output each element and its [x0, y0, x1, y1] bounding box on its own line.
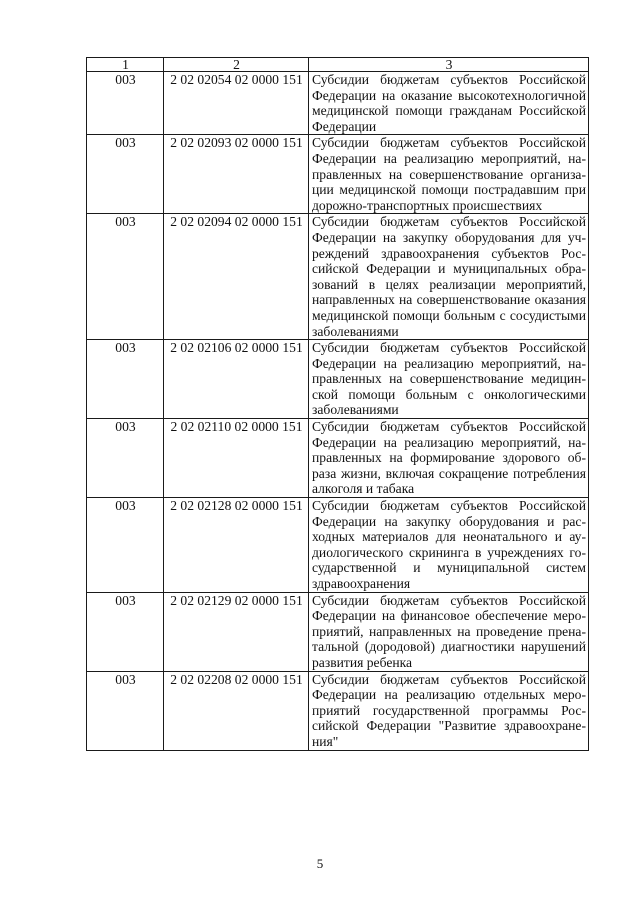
budget-code-cell: 2 02 02129 02 0000 151 — [164, 592, 309, 671]
admin-code-cell: 003 — [87, 671, 164, 750]
budget-code-cell: 2 02 02106 02 0000 151 — [164, 340, 309, 419]
budget-code-cell: 2 02 02054 02 0000 151 — [164, 72, 309, 135]
description-cell: Субсидии бюджетам субъектов Российской Федерации на закупку оборудования для учреждений здравоохранения субъектов Российской Федерации и муниципальных образований в целях реализации мероприятий, направленных на совершенствование оказания медицинской помощи больным с сосудистыми заболеваниями — [309, 214, 589, 340]
header-row — [87, 58, 589, 72]
budget-code-cell: 2 02 02093 02 0000 151 — [164, 135, 309, 214]
admin-code-cell: 003 — [87, 498, 164, 593]
admin-code-cell: 003 — [87, 135, 164, 214]
header-col-3: 3 — [309, 58, 589, 72]
admin-code-cell: 003 — [87, 72, 164, 135]
description-cell: Субсидии бюджетам субъектов Российской Федерации на реализацию мероприятий, направленных на совершенствование медицинской помощи больным с онкологическими заболеваниями — [309, 340, 589, 419]
table-body — [87, 72, 589, 751]
table-row — [87, 135, 589, 214]
table-row — [87, 214, 589, 340]
header-col-1: 1 — [87, 58, 164, 72]
admin-code-cell: 003 — [87, 214, 164, 340]
budget-code-cell: 2 02 02128 02 0000 151 — [164, 498, 309, 593]
table-header — [87, 58, 589, 72]
description-cell: Субсидии бюджетам субъектов Российской Федерации на реализацию мероприятий, направленных на совершенствование организации медицинской помощи пострадавшим при дорожно-транспортных происшествиях — [309, 135, 589, 214]
budget-code-cell: 2 02 02208 02 0000 151 — [164, 671, 309, 750]
header-col-2: 2 — [164, 58, 309, 72]
admin-code-cell: 003 — [87, 419, 164, 498]
admin-code-cell: 003 — [87, 592, 164, 671]
description-cell: Субсидии бюджетам субъектов Российской Федерации на оказание высокотехнологичной медицинской помощи гражданам Российской Федерации — [309, 72, 589, 135]
description-cell: Субсидии бюджетам субъектов Российской Федерации на реализацию мероприятий, направленных на формирование здорового образа жизни, включая сокращение потребления алкоголя и табака — [309, 419, 589, 498]
table-row — [87, 419, 589, 498]
budget-code-cell: 2 02 02110 02 0000 151 — [164, 419, 309, 498]
description-cell: Субсидии бюджетам субъектов Российской Федерации на финансовое обеспечение мероприятий, направленных на проведение пренатальной (дородовой) диагностики нарушений развития ребенка — [309, 592, 589, 671]
description-cell: Субсидии бюджетам субъектов Российской Федерации на реализацию отдельных мероприятий государственной программы Российской Федерации "Развитие здравоохранения" — [309, 671, 589, 750]
table-row — [87, 592, 589, 671]
table-row — [87, 498, 589, 593]
budget-classification-table — [86, 57, 589, 751]
budget-code-cell: 2 02 02094 02 0000 151 — [164, 214, 309, 340]
table-row — [87, 671, 589, 750]
page-number: 5 — [316, 856, 324, 871]
table-row — [87, 340, 589, 419]
admin-code-cell: 003 — [87, 340, 164, 419]
table-row — [87, 72, 589, 135]
description-cell: Субсидии бюджетам субъектов Российской Федерации на закупку оборудования и расходных материалов для неонатального и аудиологического скрининга в учреждениях государственной и муниципальной систем здравоохранения — [309, 498, 589, 593]
